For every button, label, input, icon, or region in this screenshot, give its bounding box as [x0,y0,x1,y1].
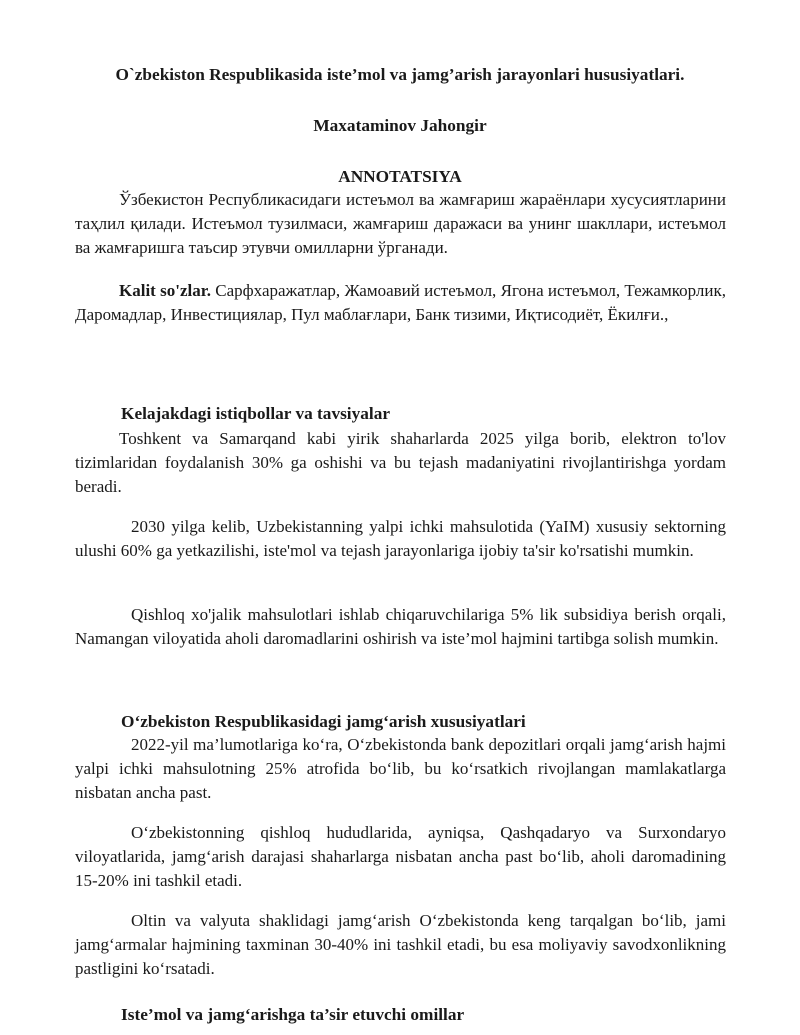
keywords-paragraph [75,279,726,327]
paper-title: O`zbekiston Respublikasida iste’mol va jamg’arish jarayonlari hususiyatlari. [115,65,685,84]
section-paragraph: 2022-yil ma’lumotlariga ko‘ra, O‘zbekistonda bank depozitlari orqali jamg‘arish hajmi yalpi ichki mahsulotning 25% atrofida bo‘lib, bu ko‘rsatkich rivojlangan mamlakatlarga nisbatan ancha past. [75,735,726,802]
section-paragraph: Oltin va valyuta shaklidagi jamg‘arish O‘zbekistonda keng tarqalgan bo‘lib, jami jamg‘armalar hajmining taxminan 30-40% ini tashkil etadi, bu esa moliyaviy savodxonlikning pastligini ko‘rsatadi. [75,911,726,978]
annotation-heading: ANNOTATSIYA [338,167,462,186]
section-paragraph: Qishloq xo'jalik mahsulotlari ishlab chiqaruvchilariga 5% lik subsidiya berish orqali, Namangan viloyatida aholi daromadlarini oshirish va iste’mol hajmini tartibga solish mumkin. [75,605,726,648]
section-heading-factors: Iste’mol va jamg‘arishga ta’sir etuvchi omillar [121,1005,465,1024]
keywords-label: Kalit so'zlar. [119,281,211,300]
section-paragraph: O‘zbekistonning qishloq hududlarida, ayniqsa, Qashqadaryo va Surxondaryo viloyatlarida, jamg‘arish darajasi shaharlarga nisbatan ancha past bo‘lib, aholi daromadining 15-20% ini tashkil etadi. [75,823,726,890]
section-heading-prospects: Kelajakdagi istiqbollar va tavsiyalar [121,404,390,423]
section-paragraph: Toshkent va Samarqand kabi yirik shaharlarda 2025 yilga borib, elektron to'lov tizimlaridan foydalanish 30% ga oshishi va bu tejash madaniyatini rivojlantirishga yordam beradi. [75,429,726,496]
keywords-text: Сарфхаражатлар, Жамоавий истеъмол, Ягона истеъмол, Тежамкорлик, Даромадлар, Инвестициялар, Пул маблағлари, Банк тизими, Иқтисодиёт, Ёкилғи., [75,281,726,324]
annotation-text: Ўзбекистон Республикасидаги истеъмол ва жамғариш жараёнлари хусусиятларини таҳлил қилади. Истеъмол тузилмаси, жамғариш даражаси ва унинг шакллари, истеъмол ва жамғаришга таъсир этувчи омилларни ўрганади. [75,190,726,257]
author-name: Maxataminov Jahongir [313,116,487,135]
section-heading-savings: O‘zbekiston Respublikasidagi jamg‘arish xususiyatlari [121,712,526,731]
section-paragraph: 2030 yilga kelib, Uzbekistanning yalpi ichki mahsulotida (YaIM) xususiy sektorning ulushi 60% ga yetkazilishi, iste'mol va tejash jarayonlariga ijobiy ta'sir ko'rsatishi mumkin. [75,517,726,560]
